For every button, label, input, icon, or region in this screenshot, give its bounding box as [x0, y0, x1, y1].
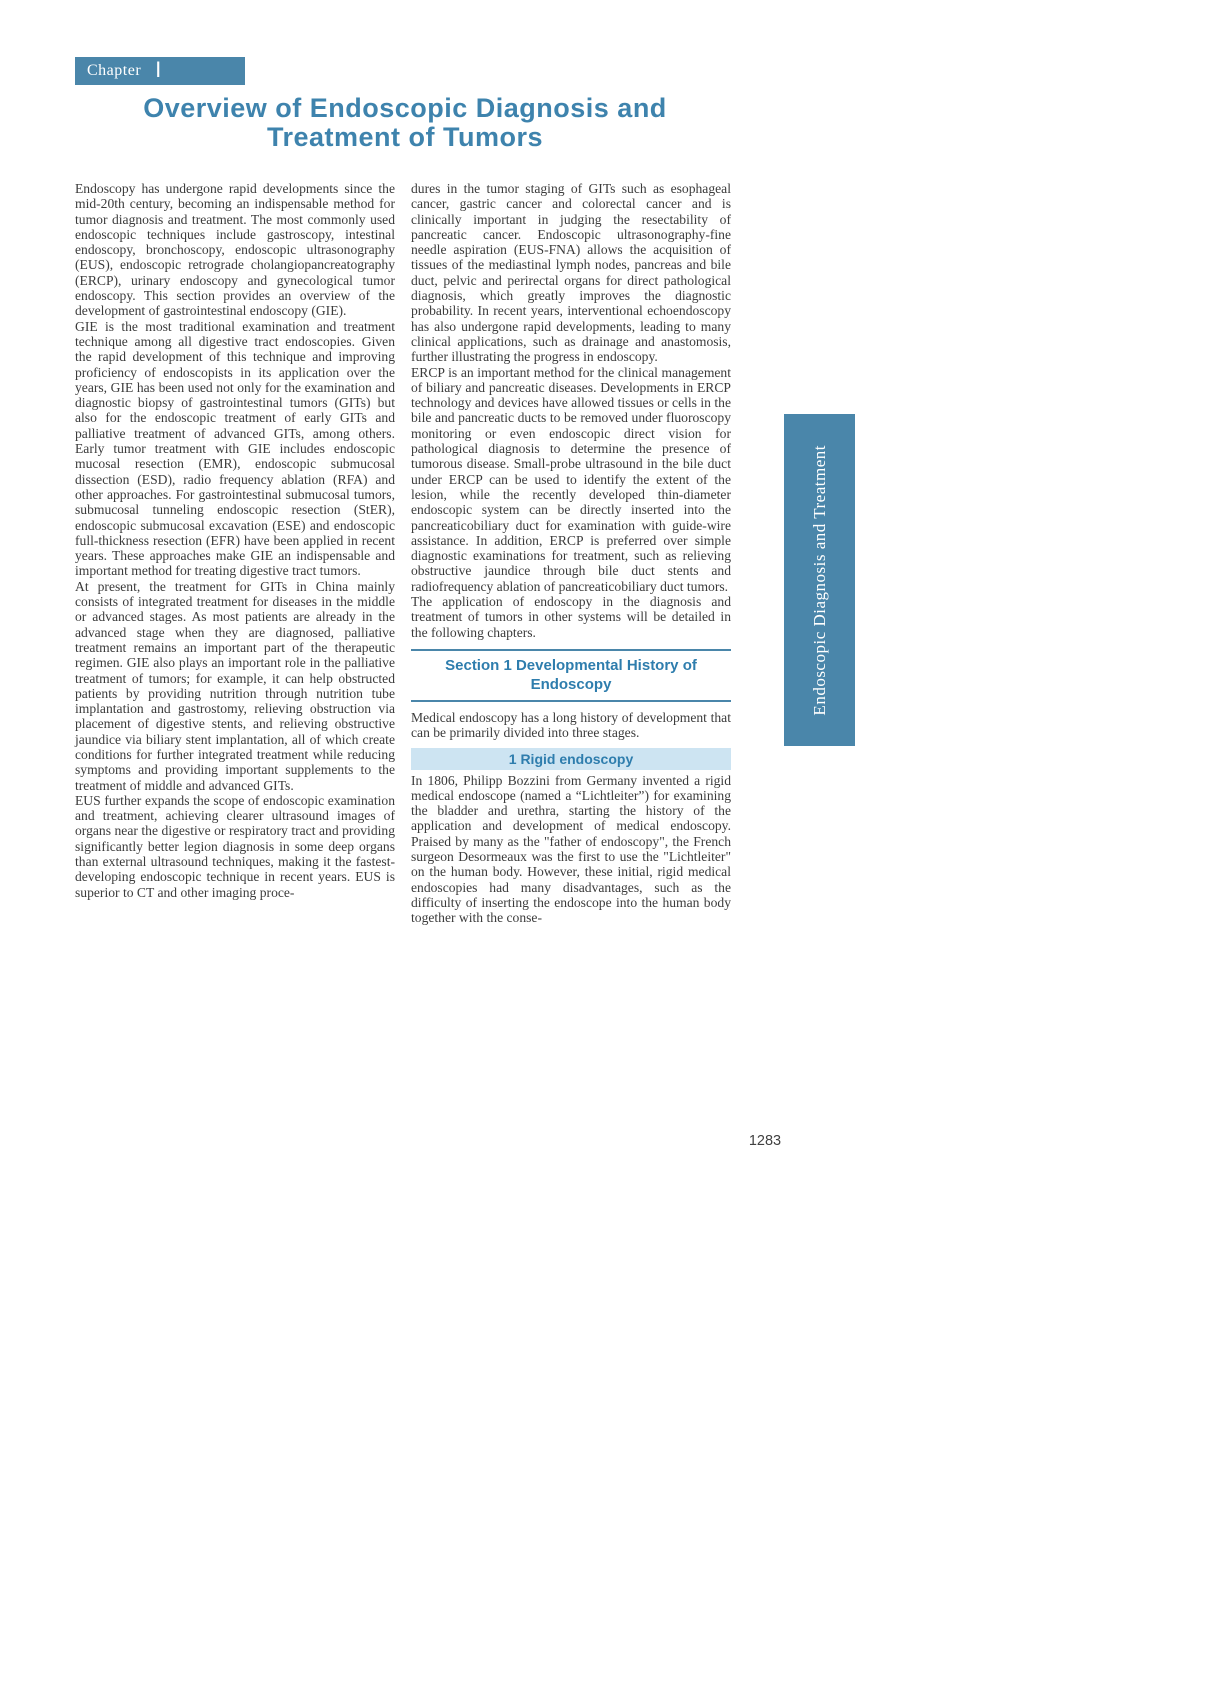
- column-left: [75, 181, 395, 925]
- page-title-line2: Treatment of Tumors: [266, 122, 544, 152]
- page-number: 1283: [748, 1133, 782, 1149]
- section-heading: Section 1 Developmental History of Endoscopy: [411, 649, 731, 702]
- content-columns: [75, 181, 731, 925]
- paragraph: In 1806, Philipp Bozzini from Germany invented a rigid medical endoscope (named a “Lichtleiter”) for examining the bladder and urethra, starting the history of the application and development of medical endoscopy. Praised by many as the "father of endoscopy", the French surgeon Desormeaux was the first to use the "Lichtleiter" on the human body. However, these initial, rigid medical endoscopies had many disadvantages, such as the difficulty of inserting the endoscope into the human body together with the conse-: [411, 772, 731, 926]
- paragraph: At present, the treatment for GITs in China mainly consists of integrated treatment for diseases in the middle or advanced stages. As most patients are already in the advanced stage when they are diagnosed, palliative treatment remains an important part of the therapeutic regimen. GIE also plays an important role in the palliative treatment of tumors; for example, it can help obstructed patients by providing nutrition through nutrition tube implantation and gastrostomy, relieving obstruction via placement of digestive stents, and relieving obstructive jaundice via biliary stent implantation, all of which create conditions for further integrated treatment while reducing symptoms and providing important supplements to the treatment of middle and advanced GITs.: [75, 578, 395, 793]
- paragraph: Endoscopy has undergone rapid developments since the mid-20th century, becoming an indispensable method for tumor diagnosis and treatment. The most commonly used endoscopic techniques include gastroscopy, intestinal endoscopy, bronchoscopy, endoscopic ultrasonography (EUS), endoscopic retrograde cholangiopancreatography (ERCP), urinary endoscopy and gynecological tumor endoscopy. This section provides an overview of the development of gastrointestinal endoscopy (GIE).: [75, 181, 395, 319]
- chapter-numeral: Ⅰ: [155, 57, 162, 82]
- paragraph: ERCP is an important method for the clinical management of biliary and pancreatic diseases. Developments in ERCP technology and devices have allowed tissues or cells in the bile and pancreatic ducts to be removed under fluoroscopy monitoring or even endoscopic direct vision for pathological diagnosis to determine the presence of tumorous disease. Small-probe ultrasound in the bile duct under ERCP can be used to identify the extent of the lesion, while the recently developed thin-diameter endoscopic system can be directly inserted into the pancreaticobiliary duct for examination with guide-wire assistance. In addition, ERCP is preferred over simple diagnostic examinations for treatment, such as relieving obstructive jaundice through bile duct stents and radiofrequency ablation of pancreaticobiliary duct tumors.: [411, 364, 731, 594]
- chapter-label: Chapter: [87, 62, 142, 79]
- subsection-heading: 1 Rigid endoscopy: [411, 748, 731, 770]
- page-title: [75, 94, 735, 152]
- column-right: [411, 181, 731, 925]
- paragraph: GIE is the most traditional examination and treatment technique among all digestive tract endoscopies. Given the rapid development of this technique and improving proficiency of endoscopists in its application over the years, GIE has been used not only for the examination and diagnostic biopsy of gastrointestinal tumors (GITs) but also for the endoscopic treatment of early GITs and palliative treatment of advanced GITs, among others. Early tumor treatment with GIE includes endoscopic mucosal resection (EMR), endoscopic submucosal dissection (ESD), radio frequency ablation (RFA) and other approaches. For gastrointestinal submucosal tumors, submucosal tunneling endoscopic resection (StER), endoscopic submucosal excavation (ESE) and endoscopic full-thickness resection (EFR) have been applied in recent years. These approaches make GIE an indispensable and important method for treating digestive tract tumors.: [75, 318, 395, 579]
- edge-tab: [784, 414, 855, 746]
- paragraph: dures in the tumor staging of GITs such as esophageal cancer, gastric cancer and colorectal cancer and is clinically important in judging the resectability of pancreatic cancer. Endoscopic ultrasonography-fine needle aspiration (EUS-FNA) allows the acquisition of tissues of the mediastinal lymph nodes, pancreas and bile duct, pelvic and perirectal organs for direct pathological diagnosis, which greatly improves the diagnostic probability. In recent years, interventional echoendoscopy has also undergone rapid developments, leading to many clinical applications, such as drainage and anastomosis, further illustrating the progress in endoscopy.: [411, 181, 731, 365]
- paragraph: EUS further expands the scope of endoscopic examination and treatment, achieving clearer ultrasound images of organs near the digestive or respiratory tract and providing significantly better legion diagnosis in some deep organs than external ultrasound techniques, making it the fastest-developing endoscopic technique in recent years. EUS is superior to CT and other imaging proce-: [75, 792, 395, 900]
- section-intro-paragraph: Medical endoscopy has a long history of development that can be primarily divided into three stages.: [411, 709, 731, 741]
- page-title-line1: Overview of Endoscopic Diagnosis and: [143, 93, 667, 123]
- paragraph: The application of endoscopy in the diagnosis and treatment of tumors in other systems will be detailed in the following chapters.: [411, 594, 731, 640]
- chapter-badge: [75, 57, 245, 85]
- edge-tab-label: Endoscopic Diagnosis and Treatment: [809, 444, 829, 716]
